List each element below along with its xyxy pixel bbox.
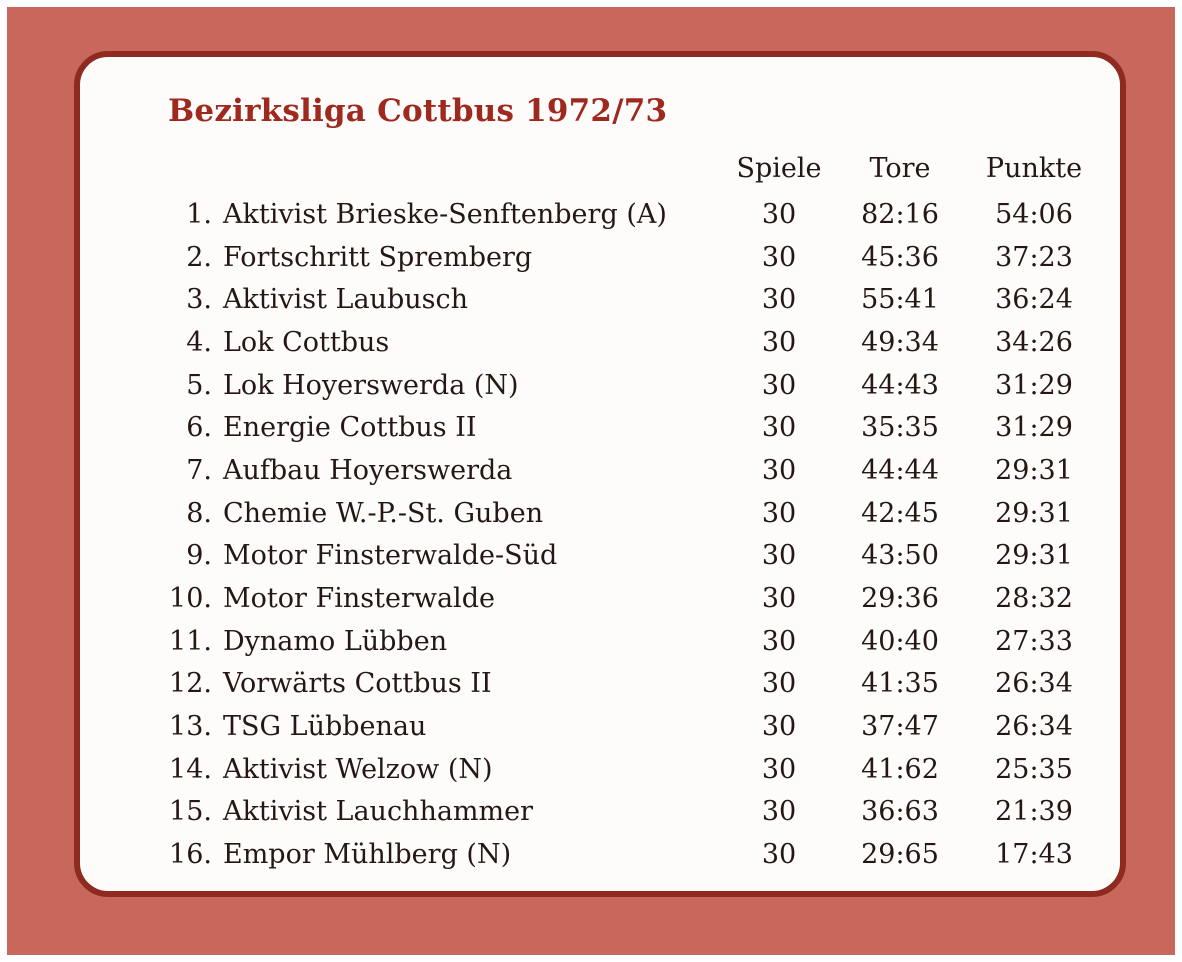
cell-rank: 12.	[169, 668, 212, 700]
column-header-rank	[120, 153, 223, 193]
cell-games: 30	[761, 540, 797, 572]
cell-rank: 13.	[169, 711, 212, 743]
table-row	[120, 406, 1103, 449]
table-row	[120, 748, 1103, 791]
cell-points: 29:31	[995, 497, 1073, 529]
cell-team: Aktivist Welzow (N)	[223, 753, 493, 785]
table-row	[120, 833, 1103, 876]
cell-team: Dynamo Lübben	[223, 625, 448, 657]
cell-games: 30	[761, 753, 797, 785]
cell-games: 30	[761, 796, 797, 828]
cell-team: Lok Hoyerswerda (N)	[223, 369, 519, 401]
table-row	[120, 705, 1103, 748]
table-row	[120, 791, 1103, 834]
cell-games: 30	[761, 241, 797, 273]
cell-rank: 5.	[186, 369, 212, 401]
cell-goals: 36:63	[861, 796, 939, 828]
standings-table	[120, 153, 1103, 876]
cell-points: 26:34	[995, 668, 1073, 700]
cell-points: 26:34	[995, 711, 1073, 743]
cell-points: 37:23	[995, 241, 1073, 273]
cell-games: 30	[761, 369, 797, 401]
cell-rank: 6.	[186, 412, 212, 444]
cell-team: Fortschritt Spremberg	[223, 241, 533, 273]
cell-goals: 49:34	[861, 326, 939, 358]
column-header-points: Punkte	[985, 153, 1083, 184]
cell-team: Energie Cottbus II	[223, 412, 477, 444]
cell-goals: 29:65	[861, 839, 939, 871]
table-body	[120, 193, 1103, 876]
cell-goals: 42:45	[861, 497, 939, 529]
cell-games: 30	[761, 326, 797, 358]
column-header-team	[223, 153, 723, 193]
cell-goals: 29:36	[861, 583, 939, 615]
cell-team: Lok Cottbus	[223, 326, 390, 358]
cell-rank: 15.	[169, 796, 212, 828]
cell-team: Chemie W.-P.-St. Guben	[223, 497, 544, 529]
table-row	[120, 492, 1103, 535]
cell-points: 31:29	[995, 369, 1073, 401]
cell-goals: 43:50	[861, 540, 939, 572]
table-row	[120, 620, 1103, 663]
cell-points: 34:26	[995, 326, 1073, 358]
standings-card	[74, 51, 1126, 897]
cell-rank: 8.	[186, 497, 212, 529]
table-row	[120, 236, 1103, 279]
cell-games: 30	[761, 668, 797, 700]
cell-points: 36:24	[995, 284, 1073, 316]
table-row	[120, 449, 1103, 492]
cell-rank: 11.	[169, 625, 212, 657]
cell-rank: 7.	[186, 454, 212, 486]
cell-goals: 41:62	[861, 753, 939, 785]
column-header-games: Spiele	[736, 153, 822, 184]
cell-points: 17:43	[995, 839, 1073, 871]
cell-goals: 82:16	[861, 198, 939, 230]
cell-rank: 1.	[186, 198, 212, 230]
cell-goals: 40:40	[861, 625, 939, 657]
cell-rank: 3.	[186, 284, 212, 316]
cell-goals: 41:35	[861, 668, 939, 700]
cell-goals: 44:44	[861, 454, 939, 486]
cell-rank: 16.	[169, 839, 212, 871]
table-row	[120, 193, 1103, 236]
table-row	[120, 535, 1103, 578]
cell-points: 31:29	[995, 412, 1073, 444]
cell-games: 30	[761, 412, 797, 444]
column-header-goals: Tore	[869, 153, 931, 184]
cell-team: Aufbau Hoyerswerda	[223, 454, 513, 486]
cell-goals: 55:41	[861, 284, 939, 316]
table-header-row	[120, 153, 1103, 193]
cell-points: 28:32	[995, 583, 1073, 615]
cell-team: Aktivist Laubusch	[223, 284, 468, 316]
cell-games: 30	[761, 711, 797, 743]
cell-team: Motor Finsterwalde	[223, 583, 495, 615]
cell-games: 30	[761, 454, 797, 486]
cell-games: 30	[761, 497, 797, 529]
table-row	[120, 278, 1103, 321]
cell-points: 25:35	[995, 753, 1073, 785]
cell-rank: 10.	[169, 583, 212, 615]
table-row	[120, 577, 1103, 620]
cell-team: TSG Lübbenau	[223, 711, 427, 743]
cell-team: Empor Mühlberg (N)	[223, 839, 512, 871]
cell-games: 30	[761, 198, 797, 230]
cell-team: Aktivist Lauchhammer	[223, 796, 534, 828]
cell-goals: 35:35	[861, 412, 939, 444]
cell-rank: 2.	[186, 241, 212, 273]
cell-team: Motor Finsterwalde-Süd	[223, 540, 558, 572]
cell-team: Vorwärts Cottbus II	[223, 668, 492, 700]
cell-rank: 14.	[169, 753, 212, 785]
cell-goals: 44:43	[861, 369, 939, 401]
table-row	[120, 663, 1103, 706]
cell-games: 30	[761, 625, 797, 657]
cell-points: 27:33	[995, 625, 1073, 657]
cell-rank: 9.	[186, 540, 212, 572]
cell-points: 54:06	[995, 198, 1073, 230]
cell-rank: 4.	[186, 326, 212, 358]
cell-points: 21:39	[995, 796, 1073, 828]
table-row	[120, 321, 1103, 364]
cell-games: 30	[761, 839, 797, 871]
cell-goals: 37:47	[861, 711, 939, 743]
cell-games: 30	[761, 284, 797, 316]
table-row	[120, 364, 1103, 407]
cell-goals: 45:36	[861, 241, 939, 273]
cell-points: 29:31	[995, 454, 1073, 486]
cell-games: 30	[761, 583, 797, 615]
table-header	[120, 153, 1103, 193]
page-title: Bezirksliga Cottbus 1972/73	[168, 93, 668, 129]
cell-points: 29:31	[995, 540, 1073, 572]
cell-team: Aktivist Brieske-Senftenberg (A)	[223, 198, 667, 230]
